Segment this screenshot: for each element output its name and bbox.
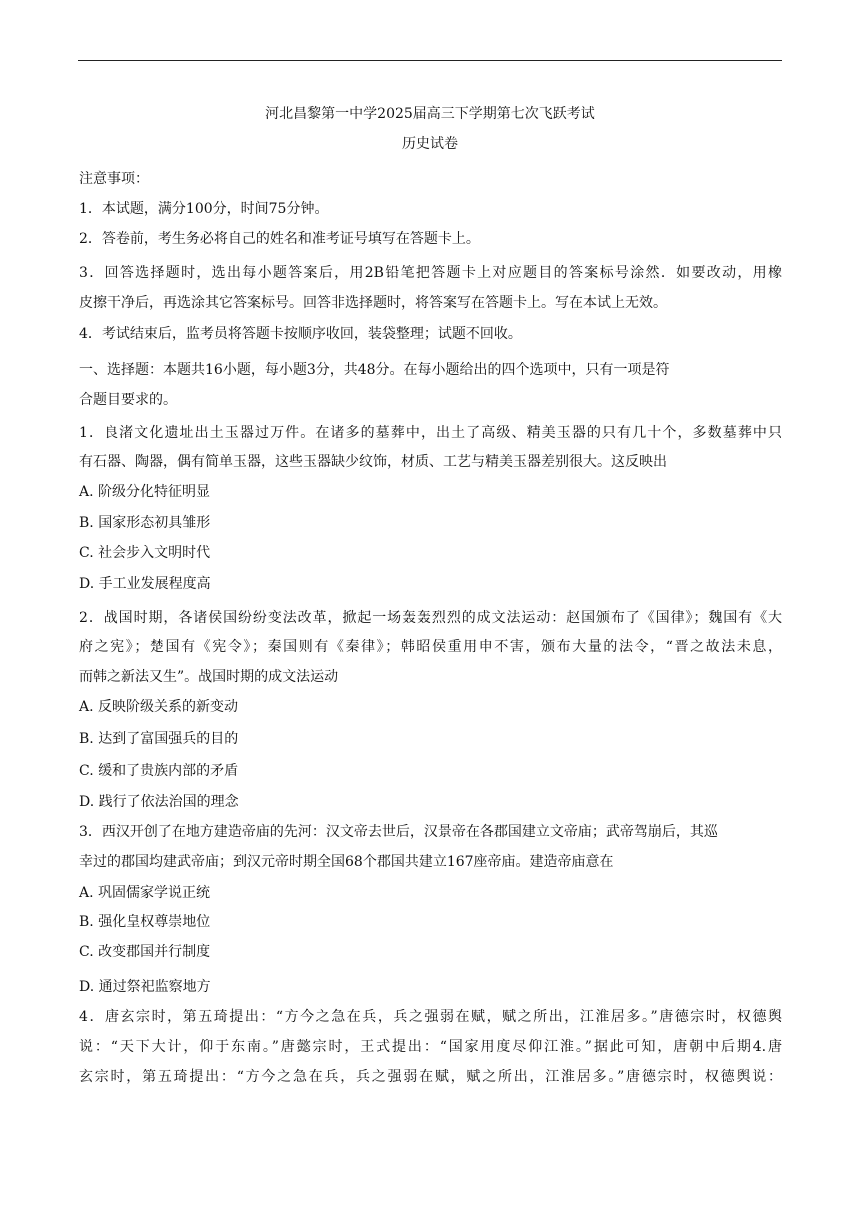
question-stem: 有石器、陶器，偶有简单玉器，这些玉器缺少纹饰，材质、工艺与精美玉器差别很大。这反映出 <box>79 454 667 470</box>
notice-item: 1．本试题，满分100分，时间75分钟。 <box>79 201 329 217</box>
option-b: B. 国家形态初具雏形 <box>79 515 211 531</box>
notice-heading: 注意事项： <box>79 171 149 187</box>
question-stem: 而韩之新法又生”。战国时期的成文法运动 <box>79 669 339 685</box>
question-stem: 1．良渚文化遗址出土玉器过万件。在诸多的墓葬中，出土了高级、精美玉器的只有几十个，多数墓葬中只 <box>79 425 782 441</box>
exam-title: 河北昌黎第一中学2025届高三下学期第七次飞跃考试 <box>265 106 595 122</box>
question-stem: 3．西汉开创了在地方建造帝庙的先河：汉文帝去世后，汉景帝在各郡国建立文帝庙；武帝驾崩后，其巡 <box>79 824 718 840</box>
option-b: B. 达到了富国强兵的目的 <box>79 731 239 747</box>
question-stem: 府之宪》；楚国有《宪令》；秦国则有《秦律》；韩昭侯重用申不害，颁布大量的法令，“晋之故法未息， <box>79 639 782 655</box>
notice-item: 2．答卷前，考生务必将自己的姓名和准考证号填写在答题卡上。 <box>79 231 480 247</box>
option-c: C. 缓和了贵族内部的矛盾 <box>79 763 239 779</box>
question-stem: 玄宗时，第五琦提出：“方今之急在兵，兵之强弱在赋，赋之所出，江淮居多。”唐德宗时，权德舆说： <box>79 1069 782 1085</box>
question-stem: 4．唐玄宗时，第五琦提出：“方今之急在兵，兵之强弱在赋，赋之所出，江淮居多。”唐德宗时，权德舆 <box>79 1009 782 1025</box>
option-a: A. 巩固儒家学说正统 <box>79 885 211 901</box>
option-b: B. 强化皇权尊崇地位 <box>79 914 211 930</box>
question-stem: 说：“天下大计，仰于东南。”唐懿宗时，王式提出：“国家用度尽仰江淮。”据此可知，唐朝中后期4.唐 <box>79 1039 782 1055</box>
option-d: D. 通过祭祀监察地方 <box>79 979 211 995</box>
notice-item: 4．考试结束后，监考员将答题卡按顺序收回，装袋整理；试题不回收。 <box>79 326 522 342</box>
section-heading: 一、选择题：本题共16小题，每小题3分，共48分。在每小题给出的四个选项中，只有一项是符 <box>79 362 670 378</box>
exam-subtitle: 历史试卷 <box>402 136 458 152</box>
notice-item-continued: 皮擦干净后，再选涂其它答案标号。回答非选择题时，将答案写在答题卡上。写在本试上无效。 <box>79 295 667 311</box>
question-stem: 2．战国时期，各诸侯国纷纷变法改革，掀起一场轰轰烈烈的成文法运动：赵国颁布了《国律》；魏国有《大 <box>79 610 782 626</box>
option-a: A. 反映阶级关系的新变动 <box>79 699 239 715</box>
question-stem: 幸过的郡国均建武帝庙；到汉元帝时期全国68个郡国共建立167座帝庙。建造帝庙意在 <box>79 854 614 870</box>
option-d: D. 手工业发展程度高 <box>79 576 211 592</box>
option-a: A. 阶级分化特征明显 <box>79 484 211 500</box>
option-c: C. 改变郡国并行制度 <box>79 944 211 960</box>
section-heading-continued: 合题目要求的。 <box>79 392 177 408</box>
header-rule <box>78 60 782 61</box>
notice-item: 3．回答选择题时，选出每小题答案后，用2B铅笔把答题卡上对应题目的答案标号涂然．如要改动，用橡 <box>79 265 782 281</box>
option-c: C. 社会步入文明时代 <box>79 545 211 561</box>
option-d: D. 践行了依法治国的理念 <box>79 794 239 810</box>
